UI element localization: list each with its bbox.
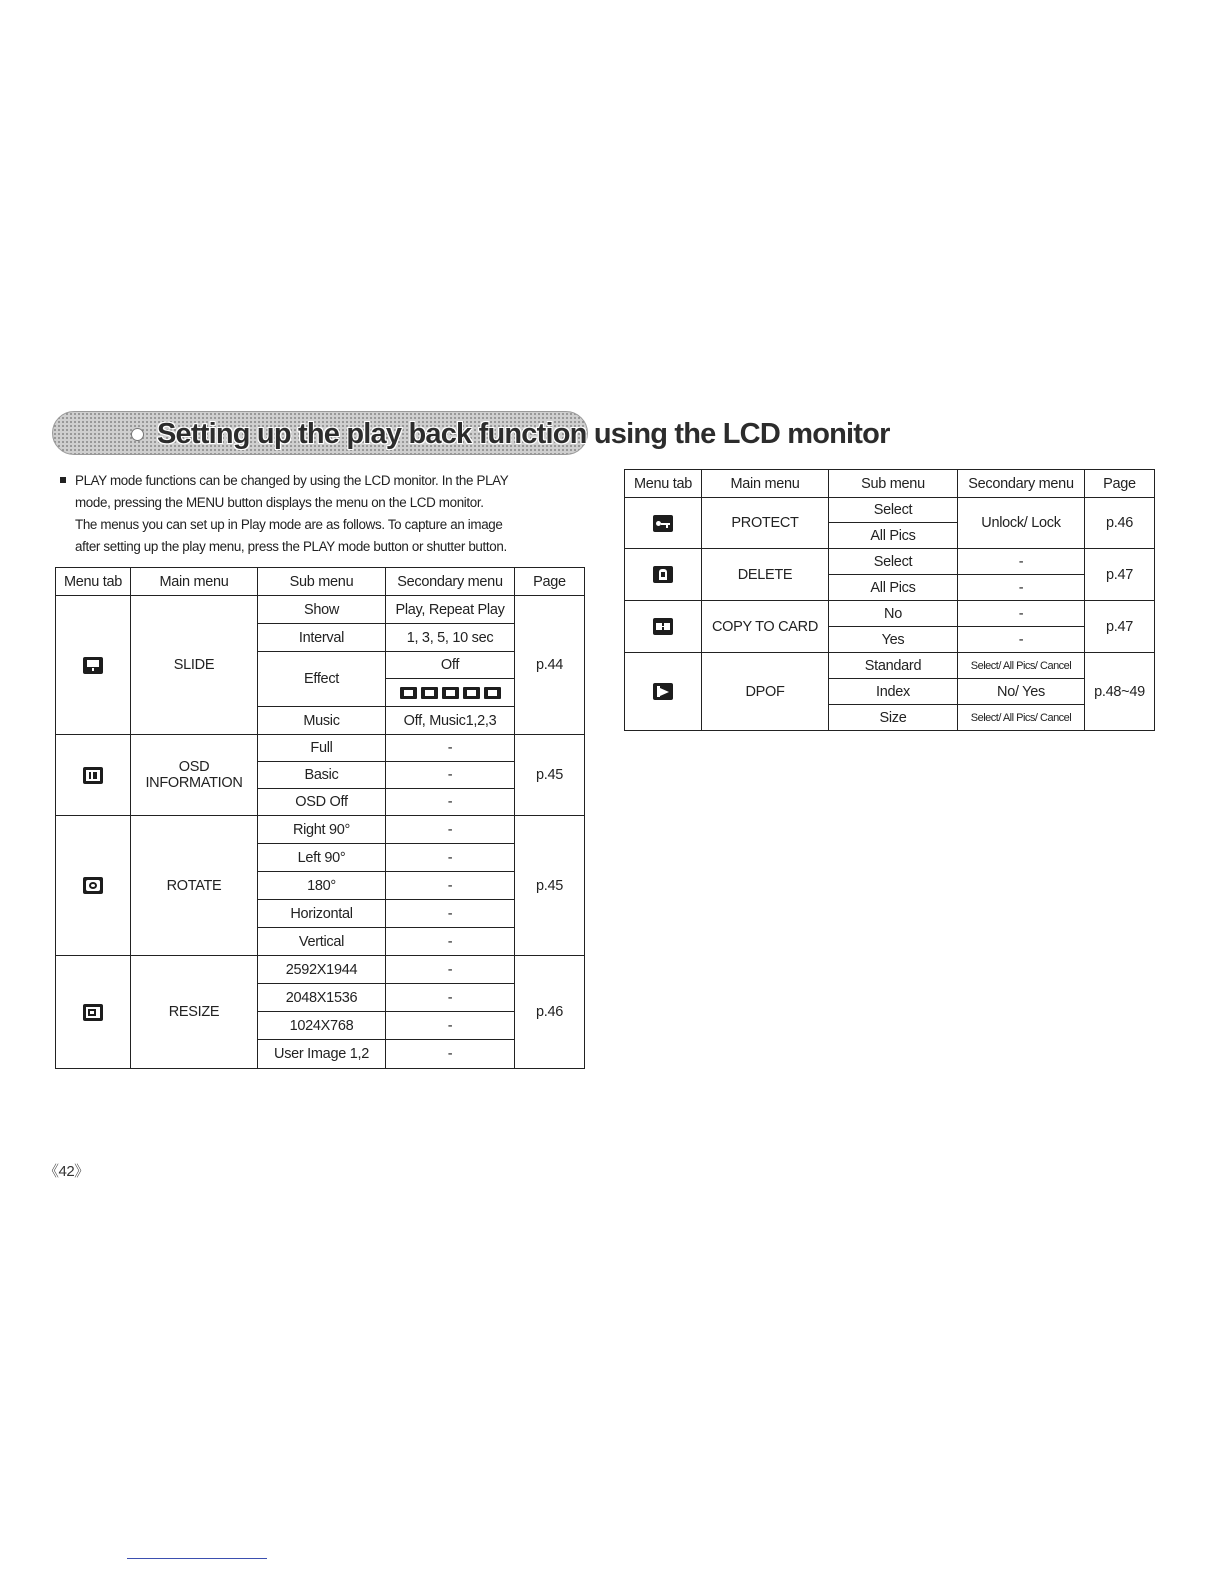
table-header-row — [625, 470, 1155, 498]
dpof-icon — [653, 683, 673, 700]
sub-menu-cell: Select — [829, 498, 958, 523]
secondary-menu-cell: - — [386, 956, 515, 984]
sub-menu-cell: All Pics — [829, 575, 958, 601]
secondary-menu-cell: - — [386, 984, 515, 1012]
sub-menu-cell: 2592X1944 — [258, 956, 386, 984]
effect-2-icon — [421, 687, 438, 699]
secondary-menu-cell: Play, Repeat Play — [386, 596, 515, 624]
menu-tab-cell — [625, 653, 702, 731]
menu-tab-cell — [625, 549, 702, 601]
secondary-menu-cell: - — [958, 575, 1085, 601]
sub-menu-cell: Full — [258, 735, 386, 762]
secondary-menu-cell: - — [386, 789, 515, 816]
effect-5-icon — [484, 687, 501, 699]
intro-line: The menus you can set up in Play mode are as follows. To capture an image — [75, 517, 503, 532]
sub-menu-cell: Effect — [258, 652, 386, 707]
header-secondary-menu: Secondary menu — [386, 568, 515, 596]
sub-menu-cell: Music — [258, 707, 386, 735]
main-menu-resize: RESIZE — [131, 956, 258, 1069]
header-page: Page — [1085, 470, 1155, 498]
resize-icon — [83, 1004, 103, 1021]
page-ref: p.45 — [515, 816, 585, 956]
sub-menu-cell: 1024X768 — [258, 1012, 386, 1040]
secondary-menu-cell: - — [386, 762, 515, 789]
sub-menu-cell: Select — [829, 549, 958, 575]
section-banner — [52, 411, 890, 455]
square-bullet-icon — [60, 477, 66, 483]
page-ref: p.44 — [515, 596, 585, 735]
menu-tab-cell — [56, 596, 131, 735]
menu-tab-cell — [625, 498, 702, 549]
sub-menu-cell: No — [829, 601, 958, 627]
effect-3-icon — [442, 687, 459, 699]
play-menu-table-right — [624, 469, 1155, 731]
page-ref: p.46 — [1085, 498, 1155, 549]
header-page: Page — [515, 568, 585, 596]
main-menu-rotate: ROTATE — [131, 816, 258, 956]
page-ref: p.47 — [1085, 549, 1155, 601]
secondary-menu-cell: No/ Yes — [958, 679, 1085, 705]
footer-divider — [127, 1558, 267, 1559]
rotate-icon — [83, 877, 103, 894]
menu-tab-cell — [56, 956, 131, 1069]
page-ref: p.45 — [515, 735, 585, 816]
menu-tab-cell — [56, 816, 131, 956]
sub-menu-cell: Standard — [829, 653, 958, 679]
main-menu-copy-to-card: COPY TO CARD — [702, 601, 829, 653]
secondary-menu-cell: - — [958, 601, 1085, 627]
secondary-menu-cell: - — [386, 844, 515, 872]
secondary-menu-cell: - — [386, 735, 515, 762]
section-title: Setting up the play back function using the LCD monitor — [157, 418, 890, 450]
secondary-menu-cell: Unlock/ Lock — [958, 498, 1085, 549]
sub-menu-cell: Size — [829, 705, 958, 731]
sub-menu-cell: Yes — [829, 627, 958, 653]
sub-menu-cell: Horizontal — [258, 900, 386, 928]
secondary-menu-cell: Off, Music1,2,3 — [386, 707, 515, 735]
header-secondary-menu: Secondary menu — [958, 470, 1085, 498]
table-row — [625, 653, 1155, 679]
effect-1-icon — [400, 687, 417, 699]
header-sub-menu: Sub menu — [258, 568, 386, 596]
sub-menu-cell: OSD Off — [258, 789, 386, 816]
sub-menu-cell: Vertical — [258, 928, 386, 956]
effect-4-icon — [463, 687, 480, 699]
sub-menu-cell: Index — [829, 679, 958, 705]
secondary-menu-cell: - — [386, 816, 515, 844]
table-row — [56, 735, 585, 762]
sub-menu-cell: Basic — [258, 762, 386, 789]
delete-icon — [653, 566, 673, 583]
header-menu-tab: Menu tab — [56, 568, 131, 596]
table-row — [625, 498, 1155, 523]
table-row — [56, 816, 585, 844]
intro-paragraph — [58, 470, 588, 558]
slide-show-icon — [83, 657, 103, 674]
intro-line: after setting up the play menu, press the PLAY mode button or shutter button. — [75, 539, 507, 554]
table-row — [625, 549, 1155, 575]
effect-icons-cell — [386, 679, 515, 707]
page-ref: p.48~49 — [1085, 653, 1155, 731]
header-menu-tab: Menu tab — [625, 470, 702, 498]
secondary-menu-cell: - — [386, 872, 515, 900]
secondary-menu-cell: Select/ All Pics/ Cancel — [958, 705, 1085, 731]
secondary-menu-cell: 1, 3, 5, 10 sec — [386, 624, 515, 652]
header-main-menu: Main menu — [131, 568, 258, 596]
table-row — [56, 956, 585, 984]
secondary-menu-cell: - — [386, 1012, 515, 1040]
sub-menu-cell: Interval — [258, 624, 386, 652]
secondary-menu-cell: - — [386, 928, 515, 956]
osd-information-icon — [83, 767, 103, 784]
secondary-menu-cell: Select/ All Pics/ Cancel — [958, 653, 1085, 679]
sub-menu-cell: User Image 1,2 — [258, 1040, 386, 1069]
page-number: 《42》 — [44, 1163, 89, 1180]
secondary-menu-cell: - — [386, 1040, 515, 1069]
intro-line: PLAY mode functions can be changed by using the LCD monitor. In the PLAY — [75, 473, 509, 488]
secondary-menu-cell: - — [958, 549, 1085, 575]
main-menu-dpof: DPOF — [702, 653, 829, 731]
secondary-menu-cell: - — [958, 627, 1085, 653]
menu-tab-cell — [56, 735, 131, 816]
page-ref: p.47 — [1085, 601, 1155, 653]
sub-menu-cell: 180° — [258, 872, 386, 900]
page-ref: p.46 — [515, 956, 585, 1069]
main-menu-slide: SLIDE — [131, 596, 258, 735]
table-row — [625, 601, 1155, 627]
intro-line: mode, pressing the MENU button displays the menu on the LCD monitor. — [75, 495, 484, 510]
sub-menu-cell: Show — [258, 596, 386, 624]
copy-to-card-icon — [653, 618, 673, 635]
secondary-menu-cell: Off — [386, 652, 515, 679]
header-main-menu: Main menu — [702, 470, 829, 498]
table-row — [56, 596, 585, 624]
sub-menu-cell: All Pics — [829, 523, 958, 549]
table-header-row — [56, 568, 585, 596]
secondary-menu-cell: - — [386, 900, 515, 928]
sub-menu-cell: 2048X1536 — [258, 984, 386, 1012]
menu-tab-cell — [625, 601, 702, 653]
main-menu-osd: OSD INFORMATION — [131, 735, 258, 816]
main-menu-delete: DELETE — [702, 549, 829, 601]
main-menu-protect: PROTECT — [702, 498, 829, 549]
play-menu-table-left — [55, 567, 585, 1069]
header-sub-menu: Sub menu — [829, 470, 958, 498]
sub-menu-cell: Right 90° — [258, 816, 386, 844]
banner-bullet-icon — [131, 428, 144, 441]
protect-key-icon — [653, 515, 673, 532]
sub-menu-cell: Left 90° — [258, 844, 386, 872]
